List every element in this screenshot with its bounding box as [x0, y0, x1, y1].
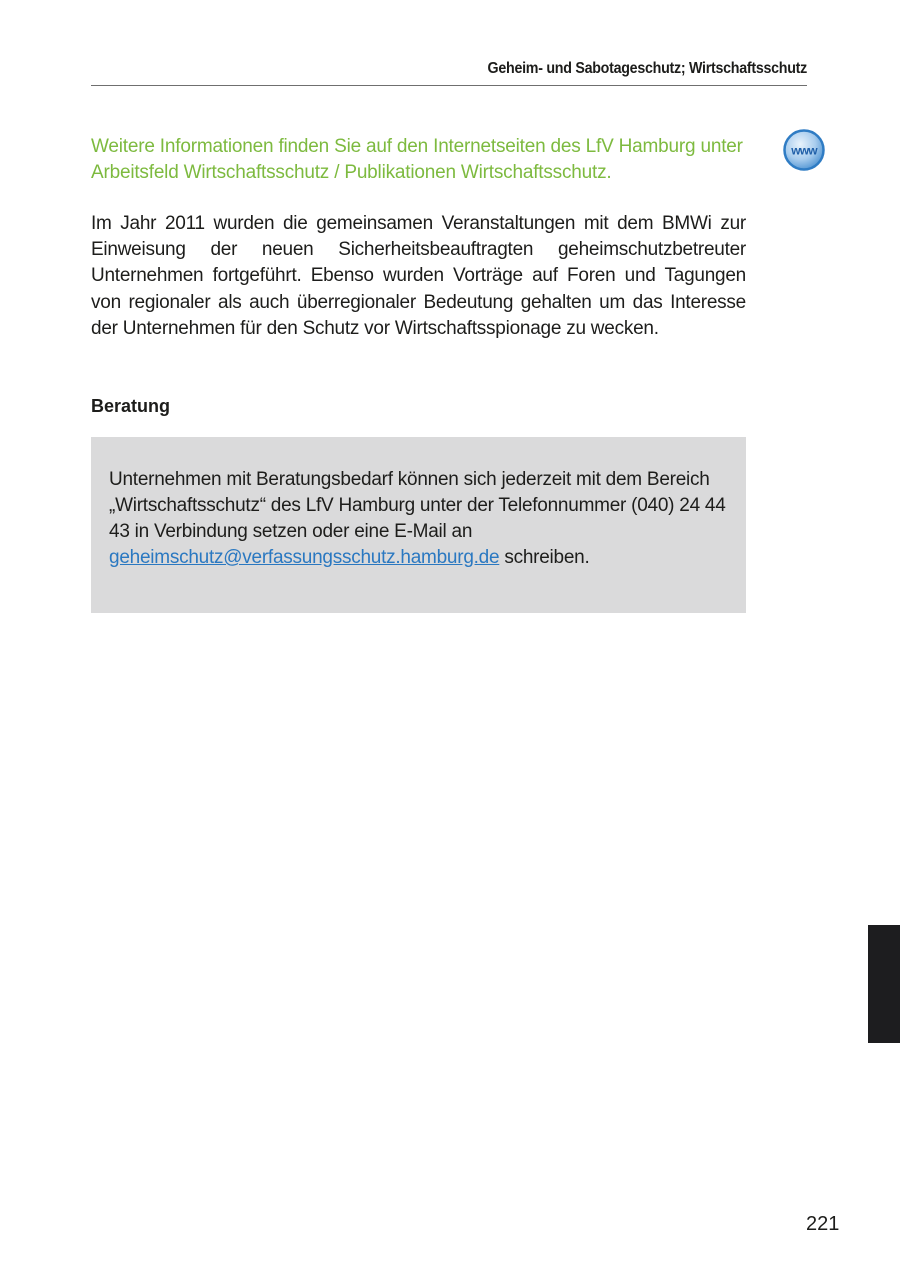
body-paragraph: Im Jahr 2011 wurden die gemeinsamen Veranstaltungen mit dem BMWi zur Einweisung der neuen Sicherheitsbeauftragten geheimschutzbetreuter Unternehmen fortgeführt. Ebenso wurden Vorträge auf Foren und Tagungen von regionaler als auch überregionaler Bedeutung gehalten um das Interesse der Unternehmen für den Schutz vor Wirtschaftsspionage zu wecken.	[91, 213, 746, 339]
running-header-title: Geheim- und Sabotageschutz; Wirtschaftsschutz	[487, 60, 807, 77]
consultation-text	[109, 467, 729, 571]
chapter-thumb-tab	[868, 925, 900, 1043]
page-number: 221	[806, 1213, 840, 1235]
consultation-info-box	[91, 437, 746, 613]
web-info-note: Weitere Informationen finden Sie auf den Internetseiten des LfV Hamburg unter Arbeitsfeld Wirtschaftsschutz / Publikationen Wirtschaftsschutz.	[91, 136, 743, 183]
consultation-text-after: schreiben.	[499, 547, 590, 568]
www-globe-icon	[783, 129, 825, 171]
header-rule	[91, 85, 807, 86]
email-link[interactable]: geheimschutz@verfassungsschutz.hamburg.de	[109, 547, 500, 568]
section-heading: Beratung	[91, 396, 171, 416]
svg-text:www: www	[791, 143, 817, 158]
consultation-text-before: Unternehmen mit Beratungsbedarf können sich jederzeit mit dem Bereich „Wirtschaftsschutz“ des LfV Hamburg unter der Telefonnummer (040) 24 44 43 in Verbindung setzen oder eine E-Mail an	[109, 469, 726, 542]
